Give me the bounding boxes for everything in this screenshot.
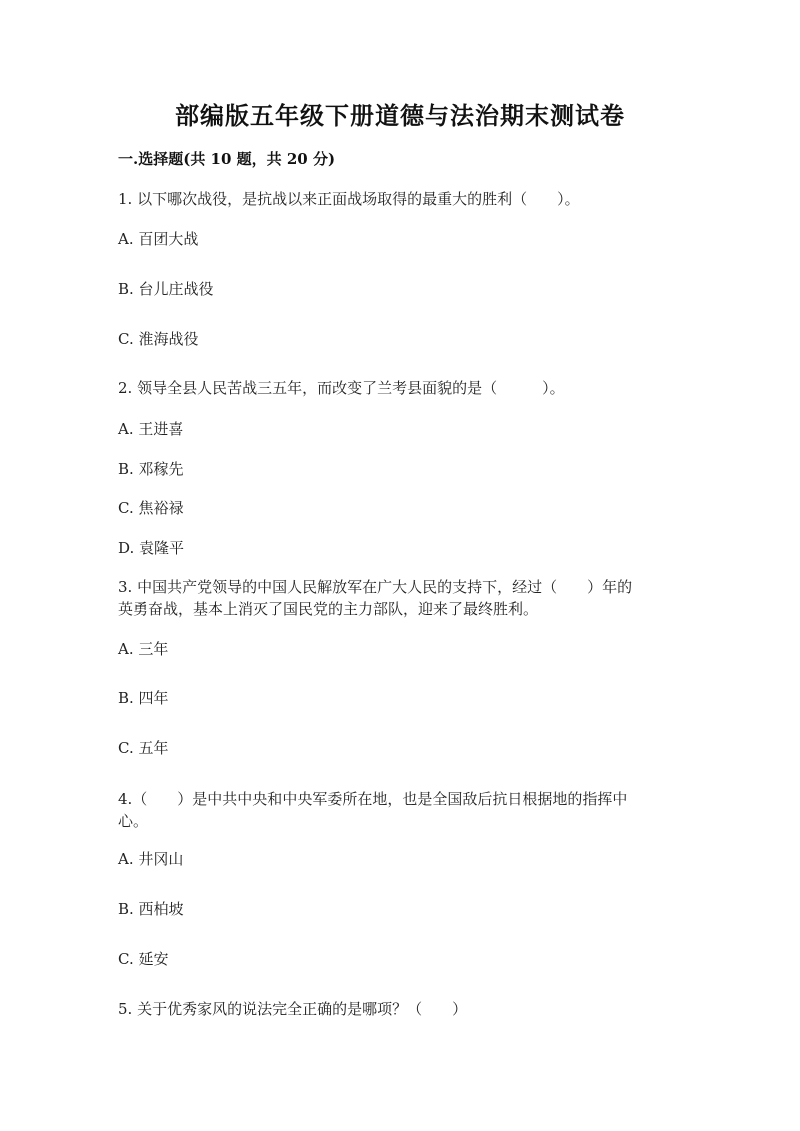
question-3-option-b: B. 四年 [118, 689, 169, 707]
question-1-option-c: C. 淮海战役 [118, 330, 199, 348]
page-title: 部编版五年级下册道德与法治期末测试卷 [175, 101, 625, 130]
question-3-stem-line1: 3. 中国共产党领导的中国人民解放军在广大人民的支持下，经过（ ）年的 [118, 578, 633, 596]
question-2-option-d: D. 袁隆平 [118, 539, 185, 557]
question-1-option-a: A. 百团大战 [118, 230, 199, 248]
question-4-option-c: C. 延安 [118, 950, 169, 968]
question-3-option-c: C. 五年 [118, 739, 169, 757]
question-2-option-b: B. 邓稼先 [118, 460, 184, 478]
question-1-option-b: B. 台儿庄战役 [118, 280, 214, 298]
question-2-stem: 2. 领导全县人民苦战三五年，而改变了兰考县面貌的是（ ）。 [118, 379, 565, 397]
question-4-stem-line2: 心。 [118, 812, 149, 830]
question-5-stem: 5. 关于优秀家风的说法完全正确的是哪项？（ ） [118, 1000, 468, 1018]
question-4-option-b: B. 西柏坡 [118, 900, 184, 918]
question-4-option-a: A. 井冈山 [118, 850, 184, 868]
question-2-option-c: C. 焦裕禄 [118, 499, 184, 517]
question-1-stem: 1. 以下哪次战役，是抗战以来正面战场取得的最重大的胜利（ ）。 [118, 190, 580, 208]
question-3-option-a: A. 三年 [118, 640, 169, 658]
question-2-option-a: A. 王进喜 [118, 420, 184, 438]
question-3-stem-line2: 英勇奋战，基本上消灭了国民党的主力部队，迎来了最终胜利。 [118, 600, 539, 618]
section-heading: 一.选择题(共 10 题，共 20 分) [118, 150, 336, 168]
question-4-stem-line1: 4.（ ）是中共中央和中央军委所在地，也是全国敌后抗日根据地的指挥中 [118, 790, 628, 808]
